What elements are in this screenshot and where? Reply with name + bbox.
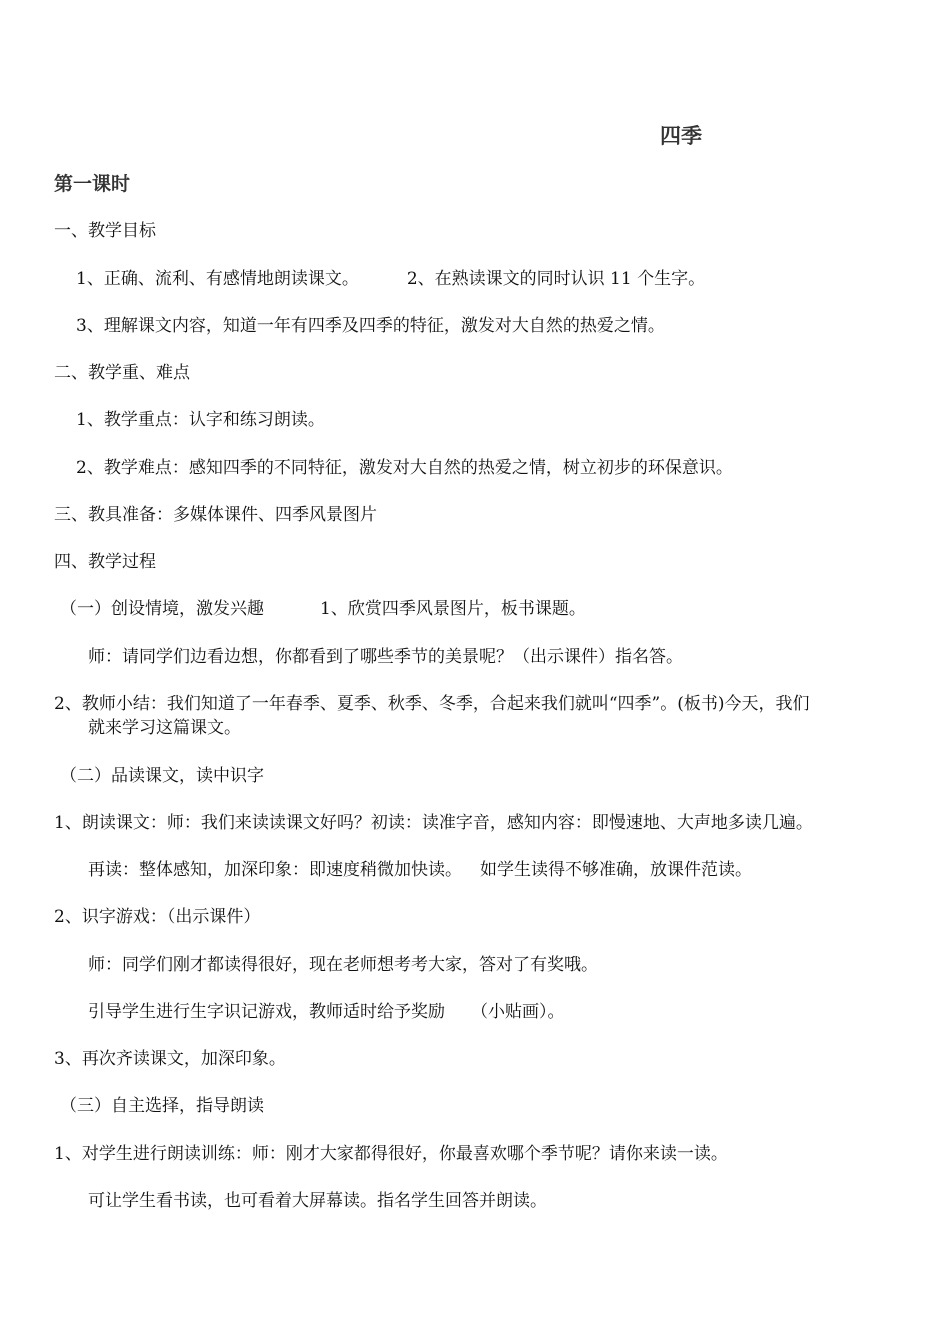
section-heading: 二、教学重、难点	[54, 363, 190, 383]
teacher-line: 师：同学们刚才都读得很好，现在老师想考考大家，答对了有奖哦。	[88, 955, 598, 975]
process-step	[60, 597, 586, 621]
step-note-part: 引导学生进行生字识记游戏，教师适时给予奖励	[88, 1002, 445, 1022]
step-item: 2、识字游戏：（出示课件）	[54, 907, 261, 927]
step-note: 可让学生看书读，也可看着大屏幕读。指名学生回答并朗读。	[88, 1191, 547, 1211]
step-item: 1、朗读课文：师：我们来读读课文好吗？初读：读准字音，感知内容：即慢速地、大声地多读几遍。	[54, 813, 813, 833]
subsection-heading: （一）创设情境，激发兴趣	[60, 599, 264, 619]
goal-item-2: 2、在熟读课文的同时认识 11 个生字。	[406, 269, 706, 289]
goal-item	[76, 267, 705, 291]
step-item: 3、再次齐读课文，加深印象。	[54, 1049, 286, 1069]
subsection-heading: （三）自主选择，指导朗读	[60, 1096, 264, 1116]
section-heading: 四、教学过程	[54, 552, 156, 572]
difficulty-item: 2、教学难点：感知四季的不同特征，激发对大自然的热爱之情，树立初步的环保意识。	[76, 458, 733, 478]
step-item: 2、教师小结：我们知道了一年春季、夏季、秋季、冬季，合起来我们就叫“四季”。(板书)今天，我们	[54, 694, 810, 714]
step-note	[88, 1000, 565, 1024]
goal-item-3: 3、理解课文内容，知道一年有四季及四季的特征，激发对大自然的热爱之情。	[76, 316, 665, 336]
step-note	[88, 858, 752, 882]
step-item: 1、欣赏四季风景图片，板书课题。	[320, 599, 586, 619]
step-item-continued: 就来学习这篇课文。	[88, 718, 241, 738]
document-title: 四季	[660, 124, 702, 148]
goal-item-1: 1、正确、流利、有感情地朗读课文。	[76, 269, 359, 289]
lesson-heading: 第一课时	[54, 173, 131, 195]
step-note-part: （小贴画）。	[471, 1002, 565, 1022]
section-heading: 三、教具准备：多媒体课件、四季风景图片	[54, 505, 377, 525]
subsection-heading: （二）品读课文，读中识字	[60, 766, 264, 786]
step-note-part: 再读：整体感知，加深印象：即速度稍微加快读。	[88, 860, 462, 880]
step-item: 1、对学生进行朗读训练：师：刚才大家都得很好，你最喜欢哪个季节呢？请你来读一读。	[54, 1144, 728, 1164]
section-heading: 一、教学目标	[54, 221, 156, 241]
key-point-item: 1、教学重点：认字和练习朗读。	[76, 410, 325, 430]
teacher-line: 师：请同学们边看边想，你都看到了哪些季节的美景呢？（出示课件）指名答。	[88, 647, 683, 667]
step-note-part: 如学生读得不够准确，放课件范读。	[480, 860, 752, 880]
